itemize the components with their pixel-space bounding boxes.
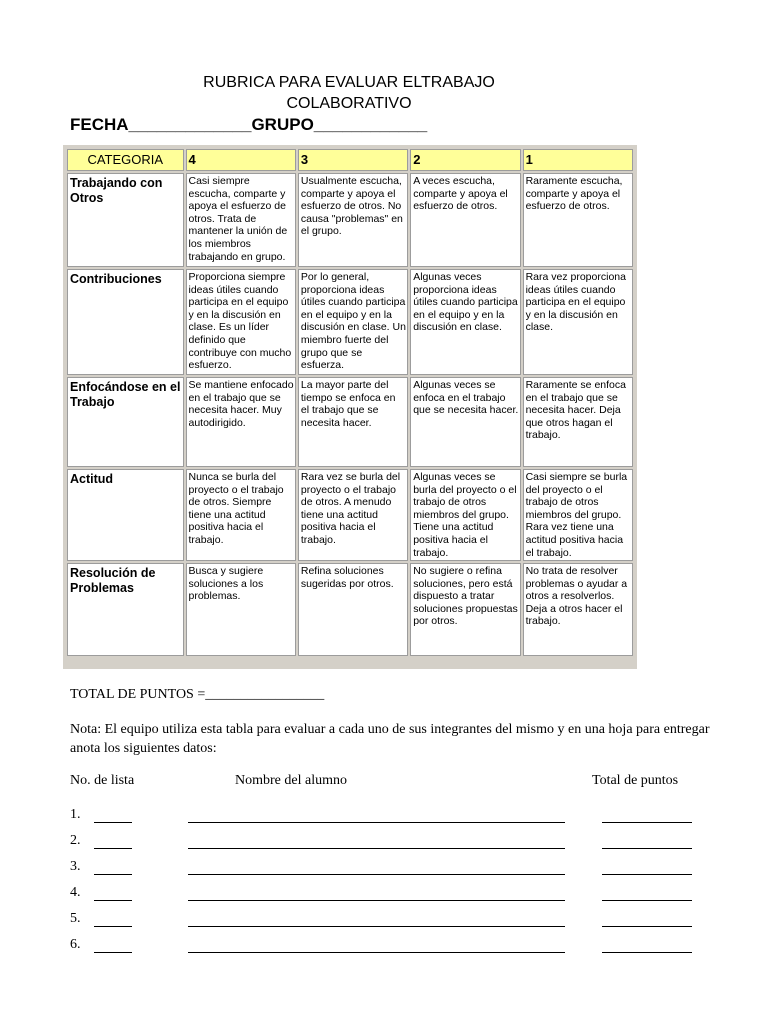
list-number: 6. xyxy=(70,937,81,952)
rubric-cell: Se mantiene enfocado en el trabajo que se necesita hacer. Muy autodirigido. xyxy=(186,377,296,467)
page-title-line1: RUBRICA PARA EVALUAR ELTRABAJO xyxy=(203,74,495,91)
nombre-blank xyxy=(188,848,565,849)
total-blank xyxy=(602,900,692,901)
row-label: Trabajando con Otros xyxy=(67,173,184,267)
rubric-row xyxy=(67,469,633,561)
nota-paragraph: Nota: El equipo utiliza esta tabla para evaluar a cada uno de sus integrantes del mismo y en una hoja para entregar anota los siguientes datos: xyxy=(70,722,710,756)
rubric-cell: Proporciona siempre ideas útiles cuando participa en el equipo y en la discusión en clase. Es un líder definido que contribuye con mucho esfuerzo. xyxy=(186,269,296,375)
rubric-header-row xyxy=(67,149,633,171)
rubric-cell: Raramente escucha, comparte y apoya el esfuerzo de otros. xyxy=(523,173,633,267)
rubric-row xyxy=(67,563,633,656)
no-lista-blank xyxy=(94,926,132,927)
nombre-blank xyxy=(188,900,565,901)
rubric-cell: No trata de resolver problemas o ayudar a otros a resolverlos. Deja a otros hacer el trabajo. xyxy=(523,563,633,656)
rubric-cell: No sugiere o refina soluciones, pero está dispuesto a tratar soluciones propuestas por otros. xyxy=(410,563,520,656)
rubric-row xyxy=(67,377,633,467)
rubric-cell: Algunas veces proporciona ideas útiles cuando participa en el equipo y en la discusión en clase. xyxy=(410,269,520,375)
rubric-cell: Casi siempre escucha, comparte y apoya el esfuerzo de otros. Trata de mantener la unión de los miembros trabajando en grupo. xyxy=(186,173,296,267)
nombre-blank xyxy=(188,926,565,927)
row-label: Actitud xyxy=(67,469,184,561)
list-number: 4. xyxy=(70,885,81,900)
rubric-cell: Casi siempre se burla del proyecto o el trabajo de otros miembros del grupo. Rara vez tiene una actitud positiva hacia el trabajo. xyxy=(523,469,633,561)
total-blank xyxy=(602,848,692,849)
no-lista-blank xyxy=(94,874,132,875)
nombre-blank xyxy=(188,822,565,823)
rubric-cell: A veces escucha, comparte y apoya el esfuerzo de otros. xyxy=(410,173,520,267)
header-level-4: 4 xyxy=(186,149,296,171)
rubric-cell: Algunas veces se burla del proyecto o el trabajo de otros miembros del grupo. Tiene una actitud positiva hacia el trabajo. xyxy=(410,469,520,561)
no-lista-blank xyxy=(94,900,132,901)
rubric-cell: Raramente se enfoca en el trabajo que se necesita hacer. Deja que otros hagan el trabajo. xyxy=(523,377,633,467)
nombre-blank xyxy=(188,952,565,953)
rubric-table xyxy=(65,147,635,658)
header-level-2: 2 xyxy=(410,149,520,171)
total-blank xyxy=(602,822,692,823)
list-number: 3. xyxy=(70,859,81,874)
row-label: Contribuciones xyxy=(67,269,184,375)
rubric-cell: Rara vez proporciona ideas útiles cuando participa en el equipo y en la discusión en clase. xyxy=(523,269,633,375)
row-label: Enfocándose en el Trabajo xyxy=(67,377,184,467)
rubric-cell: La mayor parte del tiempo se enfoca en el trabajo que se necesita hacer. xyxy=(298,377,408,467)
header-level-3: 3 xyxy=(298,149,408,171)
header-categoria: CATEGORIA xyxy=(67,149,184,171)
fecha-grupo-line: FECHA_____________GRUPO____________ xyxy=(70,115,428,134)
rubric-cell: Por lo general, proporciona ideas útiles cuando participa en el equipo y en la discusión en clase. Un miembro fuerte del grupo que se esfuerza. xyxy=(298,269,408,375)
list-number: 2. xyxy=(70,833,81,848)
no-lista-blank xyxy=(94,822,132,823)
no-lista-blank xyxy=(94,952,132,953)
total-blank xyxy=(602,874,692,875)
total-blank xyxy=(602,952,692,953)
header-nombre-del-alumno: Nombre del alumno xyxy=(235,773,347,788)
total-blank xyxy=(602,926,692,927)
rubric-row xyxy=(67,269,633,375)
nombre-blank xyxy=(188,874,565,875)
list-number: 5. xyxy=(70,911,81,926)
total-de-puntos-line: TOTAL DE PUNTOS =_________________ xyxy=(70,687,325,702)
rubric-cell: Nunca se burla del proyecto o el trabajo de otros. Siempre tiene una actitud positiva hacia el trabajo. xyxy=(186,469,296,561)
header-total-de-puntos: Total de puntos xyxy=(592,773,679,788)
rubric-cell: Usualmente escucha, comparte y apoya el esfuerzo de otros. No causa "problemas" en el grupo. xyxy=(298,173,408,267)
page-title-line2: COLABORATIVO xyxy=(286,95,412,112)
rubric-cell: Algunas veces se enfoca en el trabajo que se necesita hacer. xyxy=(410,377,520,467)
header-no-de-lista: No. de lista xyxy=(70,773,135,788)
header-level-1: 1 xyxy=(523,149,633,171)
rubric-cell: Rara vez se burla del proyecto o el trabajo de otros. A menudo tiene una actitud positiva hacia el trabajo. xyxy=(298,469,408,561)
list-number: 1. xyxy=(70,807,81,822)
rubric-cell: Refina soluciones sugeridas por otros. xyxy=(298,563,408,656)
no-lista-blank xyxy=(94,848,132,849)
rubric-cell: Busca y sugiere soluciones a los problemas. xyxy=(186,563,296,656)
row-label: Resolución de Problemas xyxy=(67,563,184,656)
rubric-table-frame xyxy=(63,145,637,669)
rubric-row xyxy=(67,173,633,267)
